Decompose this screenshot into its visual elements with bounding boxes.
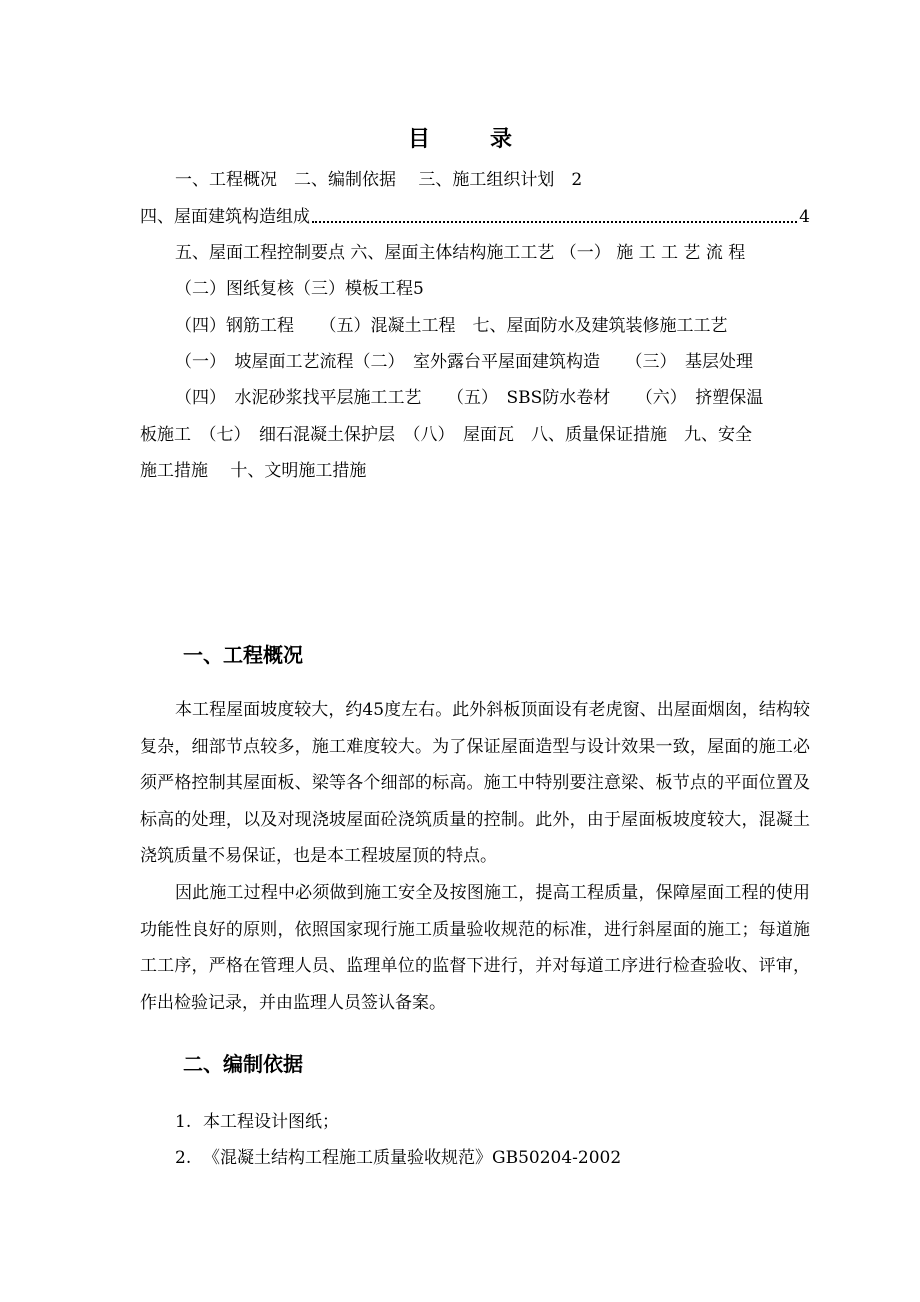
section-1-paragraph-2: 因此施工过程中必须做到施工安全及按图施工，提高工程质量，保障屋面工程的使用功能性良好的原则，依照国家现行施工质量验收规范的标准，进行斜屋面的施工；每道施工工序，严格在管理人员、监理单位的监督下进行，并对每道工序进行检查验收、评审，作出检验记录，并由监理人员签认备案。 xyxy=(140,882,810,1013)
toc-line-3: 五、屋面工程控制要点 六、屋面主体结构施工工艺 （一） 施 工 工 艺 流 程 xyxy=(175,243,746,263)
toc-line-9: 施工措施 十、文明施工措施 xyxy=(140,461,367,481)
toc-line-7: （四） 水泥砂浆找平层施工工艺 （五） SBS防水卷材 （六） 挤塑保温 xyxy=(175,388,764,408)
section-1-paragraph-1: 本工程屋面坡度较大，约45度左右。此外斜板顶面设有老虎窗、出屋面烟囱，结构较复杂，细部节点较多，施工难度较大。为了保证屋面造型与设计效果一致，屋面的施工必须严格控制其屋面板、梁等各个细部的标高。施工中特别要注意梁、板节点的平面位置及标高的处理，以及对现浇坡屋面砼浇筑质量的控制。此外，由于屋面板坡度较大，混凝土浇筑质量不易保证，也是本工程坡屋顶的特点。 xyxy=(140,700,810,867)
section-2-heading: 二、编制依据 xyxy=(183,1052,303,1076)
section-1-body xyxy=(140,692,810,1021)
list-item xyxy=(175,1140,621,1176)
toc-line-8: 板施工 （七） 细石混凝土保护层 （八） 屋面瓦 八、质量保证措施 九、安全 xyxy=(140,425,752,445)
toc-line-2 xyxy=(140,205,810,229)
toc-page-number: 4 xyxy=(799,207,810,227)
toc-dot-leader xyxy=(312,220,797,223)
list-item-text: 《混凝土结构工程施工质量验收规范》GB50204-2002 xyxy=(203,1148,622,1168)
toc-title-char-2: 录 xyxy=(490,126,513,152)
list-item xyxy=(175,1104,621,1140)
list-item-text: 本工程设计图纸； xyxy=(203,1112,339,1132)
toc-line-4: （二）图纸复核（三）模板工程5 xyxy=(175,279,424,299)
toc-line-6: （一） 坡屋面工艺流程（二） 室外露台平屋面建筑构造 （三） 基层处理 xyxy=(175,352,753,372)
toc-line-5: （四）钢筋工程 （五）混凝土工程 七、屋面防水及建筑装修施工工艺 xyxy=(175,316,728,336)
toc-title-char-1: 目 xyxy=(407,126,430,152)
basis-list xyxy=(175,1104,621,1176)
list-item-number: 2. xyxy=(175,1148,192,1168)
section-1-heading: 一、工程概况 xyxy=(183,643,303,667)
toc-entry-text: 四、屋面建筑构造组成 xyxy=(140,207,310,227)
list-item-number: 1. xyxy=(175,1112,192,1132)
toc-line-1: 一、工程概况 二、编制依据 三、施工组织计划 2 xyxy=(175,170,583,190)
toc-title xyxy=(0,122,920,153)
